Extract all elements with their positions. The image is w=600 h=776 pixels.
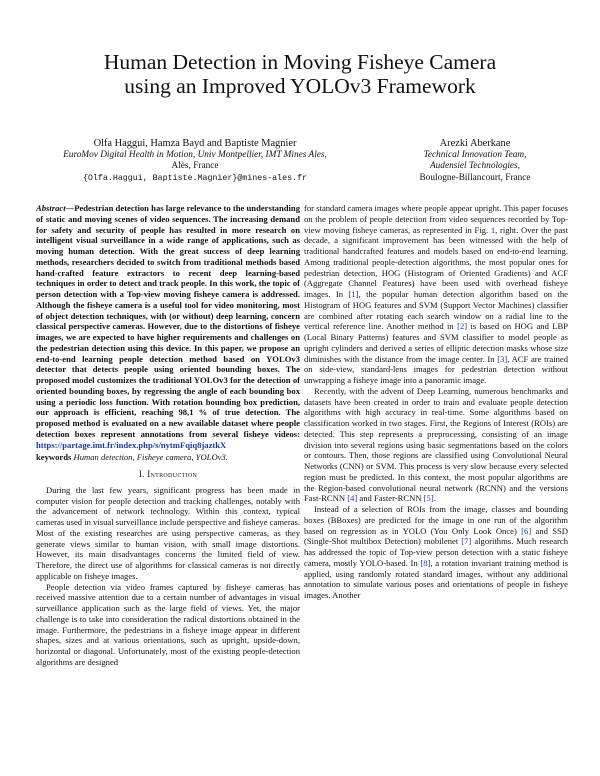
- text-run: .: [433, 493, 436, 504]
- text-run: is based on HOG and LBP (Local Binary Patterns) features and SVM classifier to model people as upright cylinders and derived a series of elliptic detection masks whose size diminishes with the distance from the image center. In: [304, 321, 568, 364]
- text-run: and Faster-RCNN: [357, 493, 424, 504]
- author-names: Olfa Haggui, Hamza Bayd and Baptiste Magnier: [93, 138, 297, 149]
- author-block-2: [380, 138, 570, 185]
- text-run: , right. Over the past decade, a significant improvement has been witnessed with the help of traditional handcrafted features and models based on end-to-end learning. Among traditional people-detection algorithms, the most popular ones for pedestrian detection, HOG (Histogram of Oriented Gradients) and ACF (Aggregate Channel Features) have been used with overhead fisheye images. In: [304, 224, 568, 299]
- citation-link[interactable]: [6]: [521, 525, 532, 536]
- abstract: [36, 203, 300, 450]
- paper-title: [40, 50, 560, 98]
- citation-link[interactable]: [1]: [348, 289, 359, 299]
- author-affiliation-2: Audensiel Technologies,: [429, 161, 521, 172]
- keywords-text: Human detection, Fisheye camera, YOLOv3.: [73, 452, 228, 463]
- section-heading-introduction: I. Introduction: [138, 469, 198, 479]
- citation-link[interactable]: [7]: [461, 536, 472, 547]
- author-block-1: [60, 138, 330, 185]
- author-affiliation: Technical Innovation Team,: [423, 149, 527, 160]
- citation-link[interactable]: [5]: [423, 493, 434, 504]
- author-affiliation: EuroMov Digital Health in Motion, Univ Montpellier, IMT Mines Ales,: [63, 149, 327, 160]
- author-city: Alès, France: [171, 161, 219, 172]
- text-run: for standard camera images where people appear upright. This paper focuses on the problem of people detection from video sequences recorded by Top-view moving fisheye cameras, as represented in Fig.: [304, 203, 568, 235]
- text-run: , a rotation invariant training method is applied, using randomly rotated standard images, without any additional annotation to simulate various poses and orientations of people in fisheye images. Another: [304, 557, 568, 600]
- intro-paragraph-1: During the last few years, significant progress has been made in computer vision for people detection and tracking challenges, notably with the advancement of network technology. Within this context, typical cameras used in visual surveillance include perspective and fisheye cameras. Most of the existing researches are using perspective cameras, as they generate views similar to human vision, with small image distortions. However, its main disadvantages concerns the limited field of view. Therefore, the direct use of algorithms for classical cameras is not directly applicable on fisheye images.: [36, 484, 300, 581]
- text-run: Recently, with the advent of Deep Learning, numerous benchmarks and datasets have been created in order to train and evaluate people detection algorithms with high accuracy in real-time. Some algorithms based on classification worked in two stages. First, the Regions of Interest (ROIs) are detected. This step represents a preprocessing, consisting of an image division into several regions using basic segmentations based on the colors or contours. Then, those regions are classified using Convolutional Neural Networks (CNN) or SVM. This process is very slow because every selected region must be predicted. In this context, the most popular algorithms are the Region-based convolutional neural network (RCNN) and the versions Fast-RCNN: [304, 385, 568, 504]
- dataset-link[interactable]: https://partage.imt.fr/index.php/s/nytmFqiq8jaztkX: [36, 439, 227, 450]
- body-paragraph-3: [304, 504, 568, 601]
- keywords-label: keywords: [36, 452, 72, 463]
- body-paragraph-1: [304, 203, 568, 386]
- abstract-lead: Abstract: [36, 203, 66, 213]
- citation-link[interactable]: [4]: [347, 493, 358, 504]
- abstract-text: —Pedestrian detection has large relevance to the understanding of static and moving scenes of video sequences. The increasing demand for safety and security of people has resulted in more research on intelligent visual surveillance in a wide range of applications, such as moving human detection. With the great success of deep learning methods, researchers decided to switch from traditional methods based hand-crafted feature extractors to recent deep learning-based techniques in order to detect and track people. In this work, the topic of person detection with a Top-view moving fisheye camera is addressed. Although the fisheye camera is a useful tool for video monitoring, most of object detection techniques, with (or without) deep learning, concern classical perspective cameras. However, due to the distortions of fisheye images, we are expected to have higher requirements and challenges on the pedestrian detection using this device. In this paper, we propose an end-to-end learning people detection method based on YOLOv3 detector that detects people using oriented bounding boxes. The proposed model customizes the traditional YOLOv3 for the detection of oriented bounding boxes, by regressing the angle of each bounding box using a periodic loss function. With rotation bounding box prediction, our approach is efficient, reaching 98,1 % of true detection. The proposed method is evaluated on a new available dataset where people detection boxes represent annotations from several fisheye videos:: [36, 203, 300, 439]
- text-run: Instead of a selection of ROIs from the image, classes and bounding boxes (BBoxes) are predicted for the image in one run of the algorithm based on regression as in YOLO (You Only Look Once): [304, 504, 568, 536]
- left-column: [36, 203, 300, 668]
- keywords: [36, 452, 300, 463]
- title-line-1: Human Detection in Moving Fisheye Camera: [103, 50, 497, 74]
- figure-ref[interactable]: 1: [490, 224, 496, 235]
- author-location: Boulogne-Billancourt, France: [419, 173, 531, 184]
- text-run: , ACF are trained on side-view, standard-lens images for pedestrian detection without unwrapping a fisheye image into a panoramic image.: [304, 353, 568, 385]
- author-names: Arezki Aberkane: [439, 138, 511, 149]
- text-run: algorithms. Much research has addressed the topic of Top-view person detection with a static fisheye camera, mostly YOLO-based. In: [304, 536, 568, 568]
- citation-link[interactable]: [3]: [497, 353, 508, 364]
- intro-paragraph-2: People detection via video frames captured by fisheye cameras has received massive attention due to a certain number of advantages in visual surveillance application such as the large field of views. Yet, the major challenge is to take into consideration the radical distortions obtained in the image. Furthermore, the pedestrians in a fisheye image appear in different shapes, sizes and at various orientations, such as upright, upside-down, horizontal or diagonal. Unfortunately, most of the existing people-detection algorithms are designed: [36, 581, 300, 667]
- author-email: {Olfa.Haggui, Baptiste.Magnier}@mines-ales.fr: [82, 174, 308, 184]
- right-column: [304, 203, 568, 601]
- body-paragraph-2: [304, 386, 568, 504]
- text-run: and SSD (Single-Shot multibox Detection) mobilenet: [304, 525, 568, 547]
- citation-link[interactable]: [2]: [457, 321, 468, 332]
- citation-link[interactable]: [8]: [420, 557, 431, 568]
- title-line-2: using an Improved YOLOv3 Framework: [124, 74, 476, 98]
- text-run: , the popular human detection algorithm based on the Histogram of HOG features and SVM (Support Vector Machines) classifier are combined after rotating each search window on a radial line to the vertical reference line. Another method in: [304, 289, 568, 332]
